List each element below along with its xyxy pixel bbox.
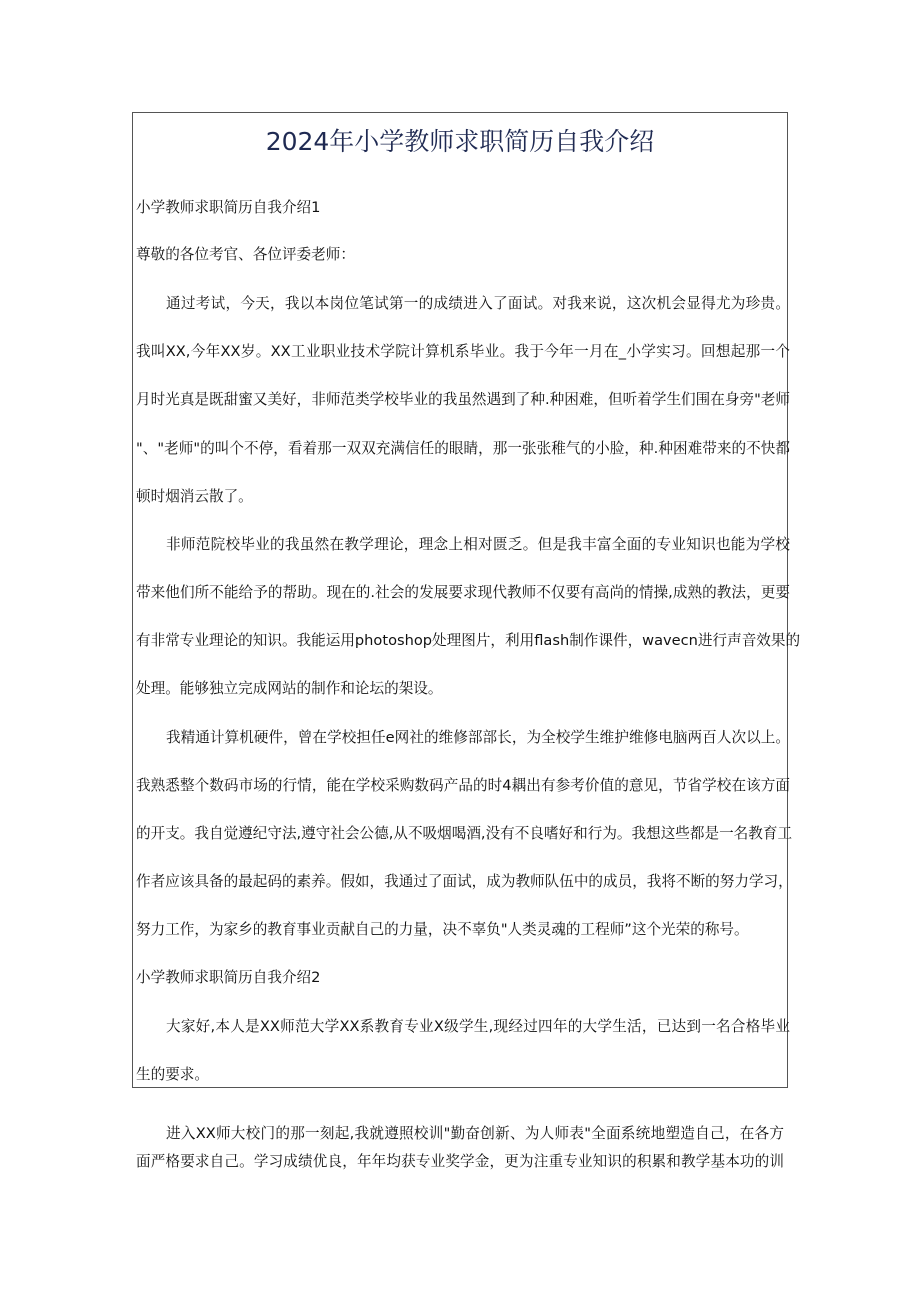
paragraph-line: 我叫XX,今年XX岁。XX工业职业技术学院计算机系毕业。我于今年一月在_小学实习。回想起那一个 (136, 343, 790, 360)
paragraph-line: "、"老师"的叫个不停，看着那一双双充满信任的眼睛，那一张张稚气的小脸，种.种困难带来的不快都 (136, 440, 790, 457)
paragraph-line: 带来他们所不能给予的帮助。现在的.社会的发展要求现代教师不仅要有高尚的情操,成熟的教法，更要 (136, 584, 790, 601)
paragraph-line: 的开支。我自觉遵纪守法,遵守社会公德,从不吸烟喝酒,没有不良嗜好和行为。我想这些都是一名教育工 (136, 825, 793, 842)
section-heading-1: 小学教师求职简历自我介绍1 (136, 199, 321, 216)
paragraph-line: 大家好,本人是XX师范大学XX系教育专业X级学生,现经过四年的大学生活，已达到一名合格毕业 (166, 1018, 790, 1035)
salutation: 尊敬的各位考官、各位评委老师： (136, 246, 355, 263)
paragraph-line: 努力工作，为家乡的教育事业贡献自己的力量，决不辜负"人类灵魂的工程师”这个光荣的称号。 (136, 921, 749, 938)
paragraph-line: 我精通计算机硬件，曾在学校担任e网社的维修部部长，为全校学生维护维修电脑两百人次以上。 (166, 729, 790, 746)
paragraph-line: 面严格要求自己。学习成绩优良，年年均获专业奖学金，更为注重专业知识的积累和教学基本功的训 (136, 1153, 784, 1170)
paragraph-line: 进入XX师大校门的那一刻起,我就遵照校训"勤奋创新、为人师表"全面系统地塑造自己，在各方 (166, 1125, 784, 1142)
paragraph-line: 通过考试，今天，我以本岗位笔试第一的成绩进入了面试。对我来说，这次机会显得尤为珍贵。 (166, 295, 790, 312)
paragraph-line: 月时光真是既甜蜜又美好，非师范类学校毕业的我虽然遇到了种.种困难，但听着学生们围在身旁"老师 (136, 391, 790, 408)
paragraph-line: 作者应该具备的最起码的素养。假如，我通过了面试，成为教师队伍中的成员，我将不断的努力学习， (136, 873, 793, 890)
paragraph-line: 我熟悉整个数码市场的行情，能在学校采购数码产品的时4耦出有参考价值的意见，节省学校在该方面 (136, 777, 790, 794)
paragraph-line: 处理。能够独立完成网站的制作和论坛的架设。 (136, 680, 443, 697)
document-title: 2024年小学教师求职简历自我介绍 (265, 127, 655, 156)
paragraph-line: 顿时烟消云散了。 (136, 488, 253, 505)
paragraph-line: 生的要求。 (136, 1066, 209, 1083)
paragraph-line: 有非常专业理论的知识。我能运用photoshop处理图片，利用flash制作课件，wavecn进行声音效果的 (136, 632, 801, 649)
paragraph-line: 非师范院校毕业的我虽然在教学理论，理念上相对匮乏。但是我丰富全面的专业知识也能为学校 (166, 536, 790, 553)
section-heading-2: 小学教师求职简历自我介绍2 (136, 969, 321, 986)
